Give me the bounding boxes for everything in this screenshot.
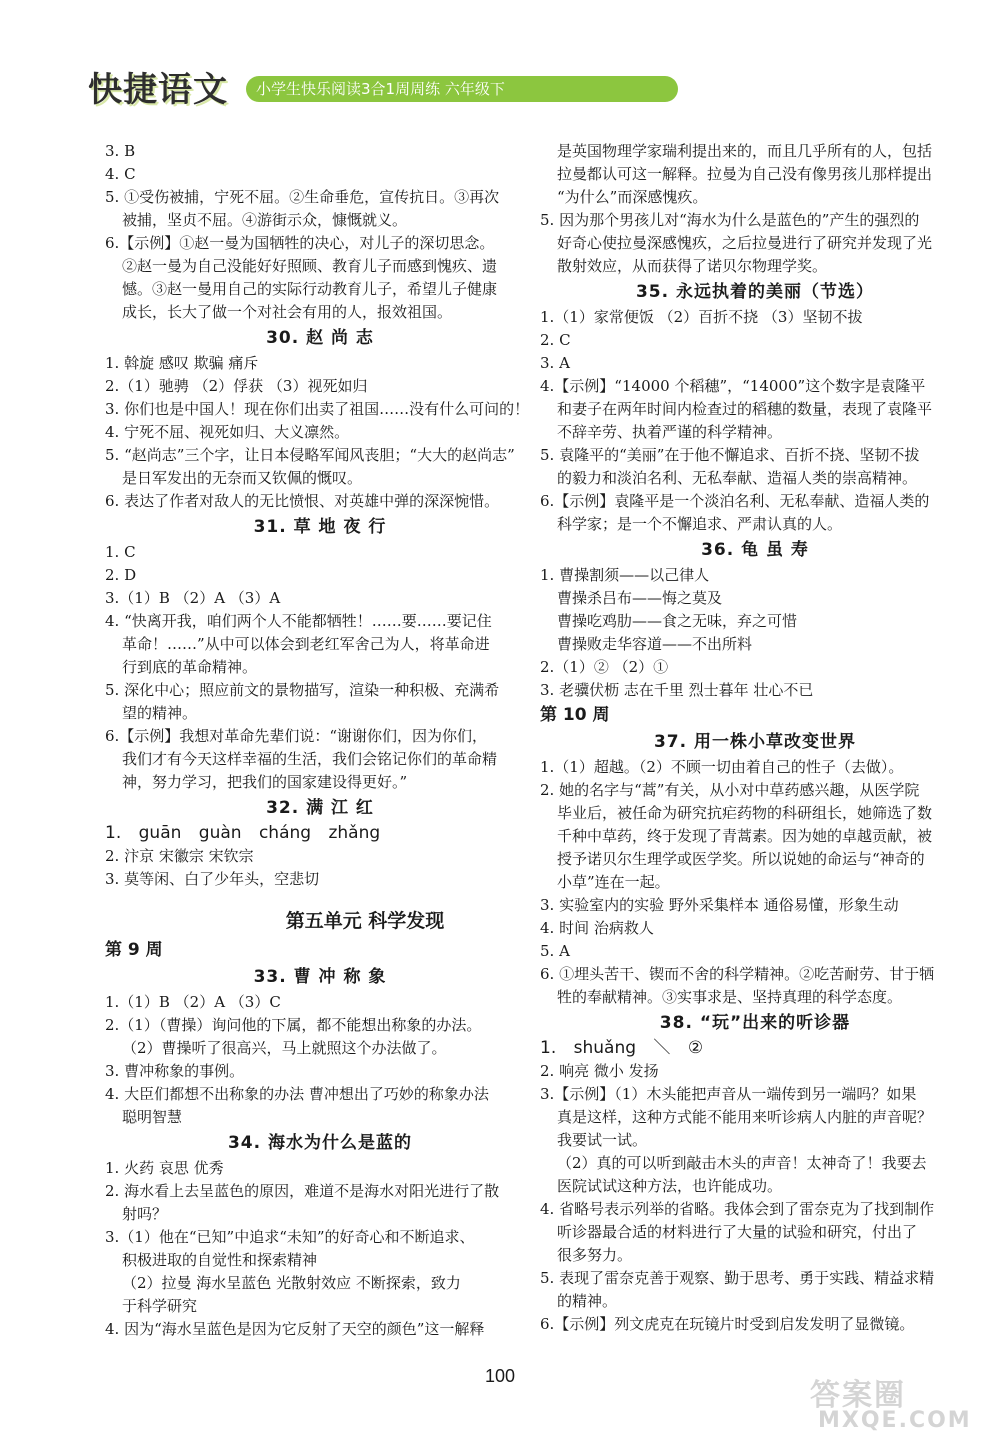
answer-line-continued: 拉曼都认可这一解释。拉曼为自己没有像男孩儿那样提出 [557, 165, 933, 183]
answer-line: 5. 深化中心；照应前文的景物描写，渲染一种积极、充满希 [105, 681, 500, 699]
answer-line: 2.（1）驰骋 （2）俘获 （3）视死如归 [105, 377, 368, 395]
answer-line: 3. 老骥伏枥 志在千里 烈士暮年 壮心不已 [540, 681, 814, 699]
answer-line-continued: 革命！……”从中可以体会到老红军舍己为人，将革命进 [122, 635, 490, 653]
watermark-logo: 答案圈 [810, 1378, 906, 1413]
answer-line-pinyin: 1. guān guàn cháng zhǎng [105, 823, 381, 843]
page-header [88, 62, 688, 110]
answer-line: 4. 省略号表示列举的省略。我体会到了雷奈克为了找到制作 [540, 1200, 935, 1218]
lesson-title: 34. 海水为什么是蓝的 [227, 1133, 413, 1153]
answer-line: 4. C [105, 165, 136, 183]
answer-line: 6.【示例】列文虎克在玩镜片时受到启发发明了显微镜。 [540, 1315, 915, 1333]
answer-line: 4. 时间 治病救人 [540, 919, 654, 937]
lesson-title: 35. 永远执着的美丽（节选） [635, 282, 875, 302]
answer-line-continued: 很多努力。 [557, 1246, 633, 1264]
answer-line-continued: 神，努力学习，把我们的国家建设得更好。” [122, 773, 408, 791]
answer-line-continued: 被捕，坚贞不屈。④游街示众，慷慨就义。 [122, 211, 408, 229]
answer-line-pinyin: 1. shuǎng ＼ ② [540, 1038, 704, 1058]
answer-line: 4.【示例】“14000 个稻穗”，“14000”这个数字是袁隆平 [540, 377, 926, 395]
answer-line: 2.（1）② （2）① [540, 658, 669, 676]
answer-line-continued: 听诊器最合适的材料进行了大量的试验和研究，付出了 [557, 1223, 918, 1241]
answer-line: 1.（1）家常便饭 （2）百折不挠 （3）坚韧不拔 [540, 308, 863, 326]
answer-line-continued: 散射效应，从而获得了诺贝尔物理学奖。 [557, 257, 828, 275]
answer-line-continued: 授予诺贝尔生理学或医学奖。所以说她的命运与“神奇的 [557, 850, 925, 868]
answer-line-continued: 我要试一试。 [557, 1131, 648, 1149]
lesson-title: 38. “玩”出来的听诊器 [659, 1013, 851, 1033]
answer-line: 2. C [540, 331, 571, 349]
answer-line: 6.【示例】①赵一曼为国牺牲的决心，对儿子的深切思念。 [105, 234, 495, 252]
answer-line: 4. 宁死不屈、视死如归、大义凛然。 [105, 423, 350, 441]
answer-line-continued: 的精神。 [557, 1292, 618, 1310]
answer-line-continued: 毕业后，被任命为研究抗疟药物的科研组长，她筛选了数 [557, 804, 933, 822]
answer-line: 2. D [105, 566, 137, 584]
answer-line: 5. ①受伤被捕，宁死不屈。②生命垂危，宣传抗日。③再次 [105, 188, 500, 206]
answer-line-continued: 不辞辛劳、执着严谨的科学精神。 [557, 423, 783, 441]
series-logo: 快捷语文 [88, 70, 228, 110]
answer-line-continued: 千种中草药，终于发现了青蒿素。因为她的卓越贡献，被 [557, 827, 933, 845]
answer-line-continued: 牲的奉献精神。③实事求是、坚持真理的科学态度。 [557, 988, 903, 1006]
answer-line-continued: 是日军发出的无奈而又钦佩的慨叹。 [122, 469, 363, 487]
week-heading: 第 10 周 [540, 705, 610, 725]
answer-line: 3. A [540, 354, 570, 372]
answer-line: 6.【示例】我想对革命先辈们说：“谢谢你们，因为你们， [105, 727, 487, 745]
answer-line-continued: 成长，长大了做一个对社会有用的人，报效祖国。 [122, 303, 453, 321]
answer-line: 2. 汴京 宋徽宗 宋钦宗 [105, 847, 254, 865]
answer-line: 5. “赵尚志”三个字，让日本侵略军闻风丧胆；“大大的赵尚志” [105, 446, 515, 464]
series-banner: 小学生快乐阅读3合1周周练 六年级下 [246, 76, 678, 102]
answer-line: 6. ①埋头苦干、锲而不舍的科学精神。②吃苦耐劳、甘于牺 [540, 965, 935, 983]
answer-line: 1. C [105, 543, 136, 561]
answer-line-continued: （2）真的可以听到敲击木头的声音！太神奇了！我要去 [557, 1154, 927, 1172]
right-column [540, 140, 970, 1336]
answer-line-continued: “为什么”而深感愧疚。 [557, 188, 708, 206]
answer-line: 6. 表达了作者对敌人的无比愤恨、对英雄中弹的深深惋惜。 [105, 492, 500, 510]
answer-line-continued: ②赵一曼为自己没能好好照顾、教育儿子而感到愧疚、遗 [122, 257, 498, 275]
answer-line: 1. 曹操割须——以己律人 [540, 566, 710, 584]
answer-line: 5. 因为那个男孩儿对“海水为什么是蓝色的”产生的强烈的 [540, 211, 920, 229]
answer-line-continued: 曹操吃鸡肋——食之无味，弃之可惜 [557, 612, 798, 630]
answer-line: 3. 实验室内的实验 野外采集样本 通俗易懂，形象生动 [540, 896, 899, 914]
lesson-title: 32. 满 江 红 [266, 798, 374, 818]
answer-line: 3.【示例】（1）木头能把声音从一端传到另一端吗？如果 [540, 1085, 917, 1103]
answer-line: 3.（1）他在“已知”中追求“未知”的好奇心和不断追求、 [105, 1228, 475, 1246]
unit-heading: 第五单元 科学发现 [285, 910, 445, 932]
lesson-title: 37. 用一株小草改变世界 [653, 732, 857, 752]
week-heading: 第 9 周 [105, 940, 163, 960]
page-number: 100 [484, 1366, 516, 1386]
answer-line-continued: 是英国物理学家瑞利提出来的，而且几乎所有的人，包括 [557, 142, 933, 160]
answer-line-continued: 好奇心使拉曼深感愧疚，之后拉曼进行了研究并发现了光 [557, 234, 933, 252]
answer-line-continued: 望的精神。 [122, 704, 198, 722]
answer-line-continued: （2）拉曼 海水呈蓝色 光散射效应 不断探索，致力 [122, 1274, 461, 1292]
answer-line-continued: 行到底的革命精神。 [122, 658, 258, 676]
answer-line: 1.（1）B （2）A （3）C [105, 993, 281, 1011]
answer-line: 5. A [540, 942, 570, 960]
answer-line-continued: （2）曹操听了很高兴，马上就照这个办法做了。 [122, 1039, 447, 1057]
answer-line: 4. 大臣们都想不出称象的办法 曹冲想出了巧妙的称象办法 [105, 1085, 489, 1103]
answer-line-continued: 射吗？ [122, 1205, 168, 1223]
answer-line: 1.（1）超越。（2）不顾一切由着自己的性子（去做）。 [540, 758, 904, 776]
answer-line-continued: 曹操杀吕布——悔之莫及 [557, 589, 723, 607]
answer-line: 2. 海水看上去呈蓝色的原因，难道不是海水对阳光进行了散 [105, 1182, 500, 1200]
answer-line-continued: 科学家；是一个不懈追求、严肃认真的人。 [557, 515, 843, 533]
answer-line: 5. 袁隆平的“美丽”在于他不懈追求、百折不挠、坚韧不拔 [540, 446, 920, 464]
answer-line: 3. 曹冲称象的事例。 [105, 1062, 245, 1080]
answer-line: 3. 你们也是中国人！现在你们出卖了祖国……没有什么可问的！ [105, 400, 530, 418]
answer-line: 1. 火药 哀思 优秀 [105, 1159, 224, 1177]
answer-line-continued: 小草”连在一起。 [557, 873, 670, 891]
answer-line-continued: 真是这样，这种方式能不能用来听诊病人内脏的声音呢？ [557, 1108, 933, 1126]
answer-line: 2.（1）（曹操）询问他的下属，都不能想出称象的办法。 [105, 1016, 482, 1034]
answer-line: 1. 斡旋 感叹 欺骗 痛斥 [105, 354, 259, 372]
watermark-url: MXQE.COM [818, 1408, 972, 1433]
answer-line: 3.（1）B （2）A （3）A [105, 589, 281, 607]
answer-line-continued: 和妻子在两年时间内检查过的稻穗的数量，表现了袁隆平 [557, 400, 933, 418]
answer-line-continued: 聪明智慧 [122, 1108, 183, 1126]
answer-line-continued: 我们才有今天这样幸福的生活，我们会铭记你们的革命精 [122, 750, 498, 768]
answer-line: 2. 响亮 微小 发扬 [540, 1062, 659, 1080]
lesson-title: 33. 曹 冲 称 象 [253, 967, 387, 987]
answer-line: 3. 莫等闲、白了少年头，空悲切 [105, 870, 320, 888]
answer-line: 4. 因为“海水呈蓝色是因为它反射了天空的颜色”这一解释 [105, 1320, 485, 1338]
lesson-title: 30. 赵 尚 志 [266, 328, 374, 348]
answer-line-continued: 医院试试这种方法，也许能成功。 [557, 1177, 783, 1195]
answer-line-continued: 积极进取的自觉性和探索精神 [122, 1251, 318, 1269]
answer-line-continued: 的毅力和淡泊名利、无私奉献、造福人类的崇高精神。 [557, 469, 918, 487]
answer-line-continued: 曹操败走华容道——不出所料 [557, 635, 753, 653]
lesson-title: 31. 草 地 夜 行 [253, 517, 387, 537]
answer-line-continued: 憾。③赵一曼用自己的实际行动教育儿子，希望儿子健康 [122, 280, 498, 298]
answer-line: 2. 她的名字与“蒿”有关，从小对中草药感兴趣，从医学院 [540, 781, 920, 799]
answer-line: 3. B [105, 142, 136, 160]
left-column [105, 140, 535, 1341]
answer-line: 4. “快离开我，咱们两个人不能都牺牲！……要……要记住 [105, 612, 492, 630]
answer-line: 5. 表现了雷奈克善于观察、勤于思考、勇于实践、精益求精 [540, 1269, 935, 1287]
answer-line: 6.【示例】袁隆平是一个淡泊名利、无私奉献、造福人类的 [540, 492, 930, 510]
lesson-title: 36. 龟 虽 寿 [701, 540, 809, 560]
answer-line-continued: 于科学研究 [122, 1297, 198, 1315]
